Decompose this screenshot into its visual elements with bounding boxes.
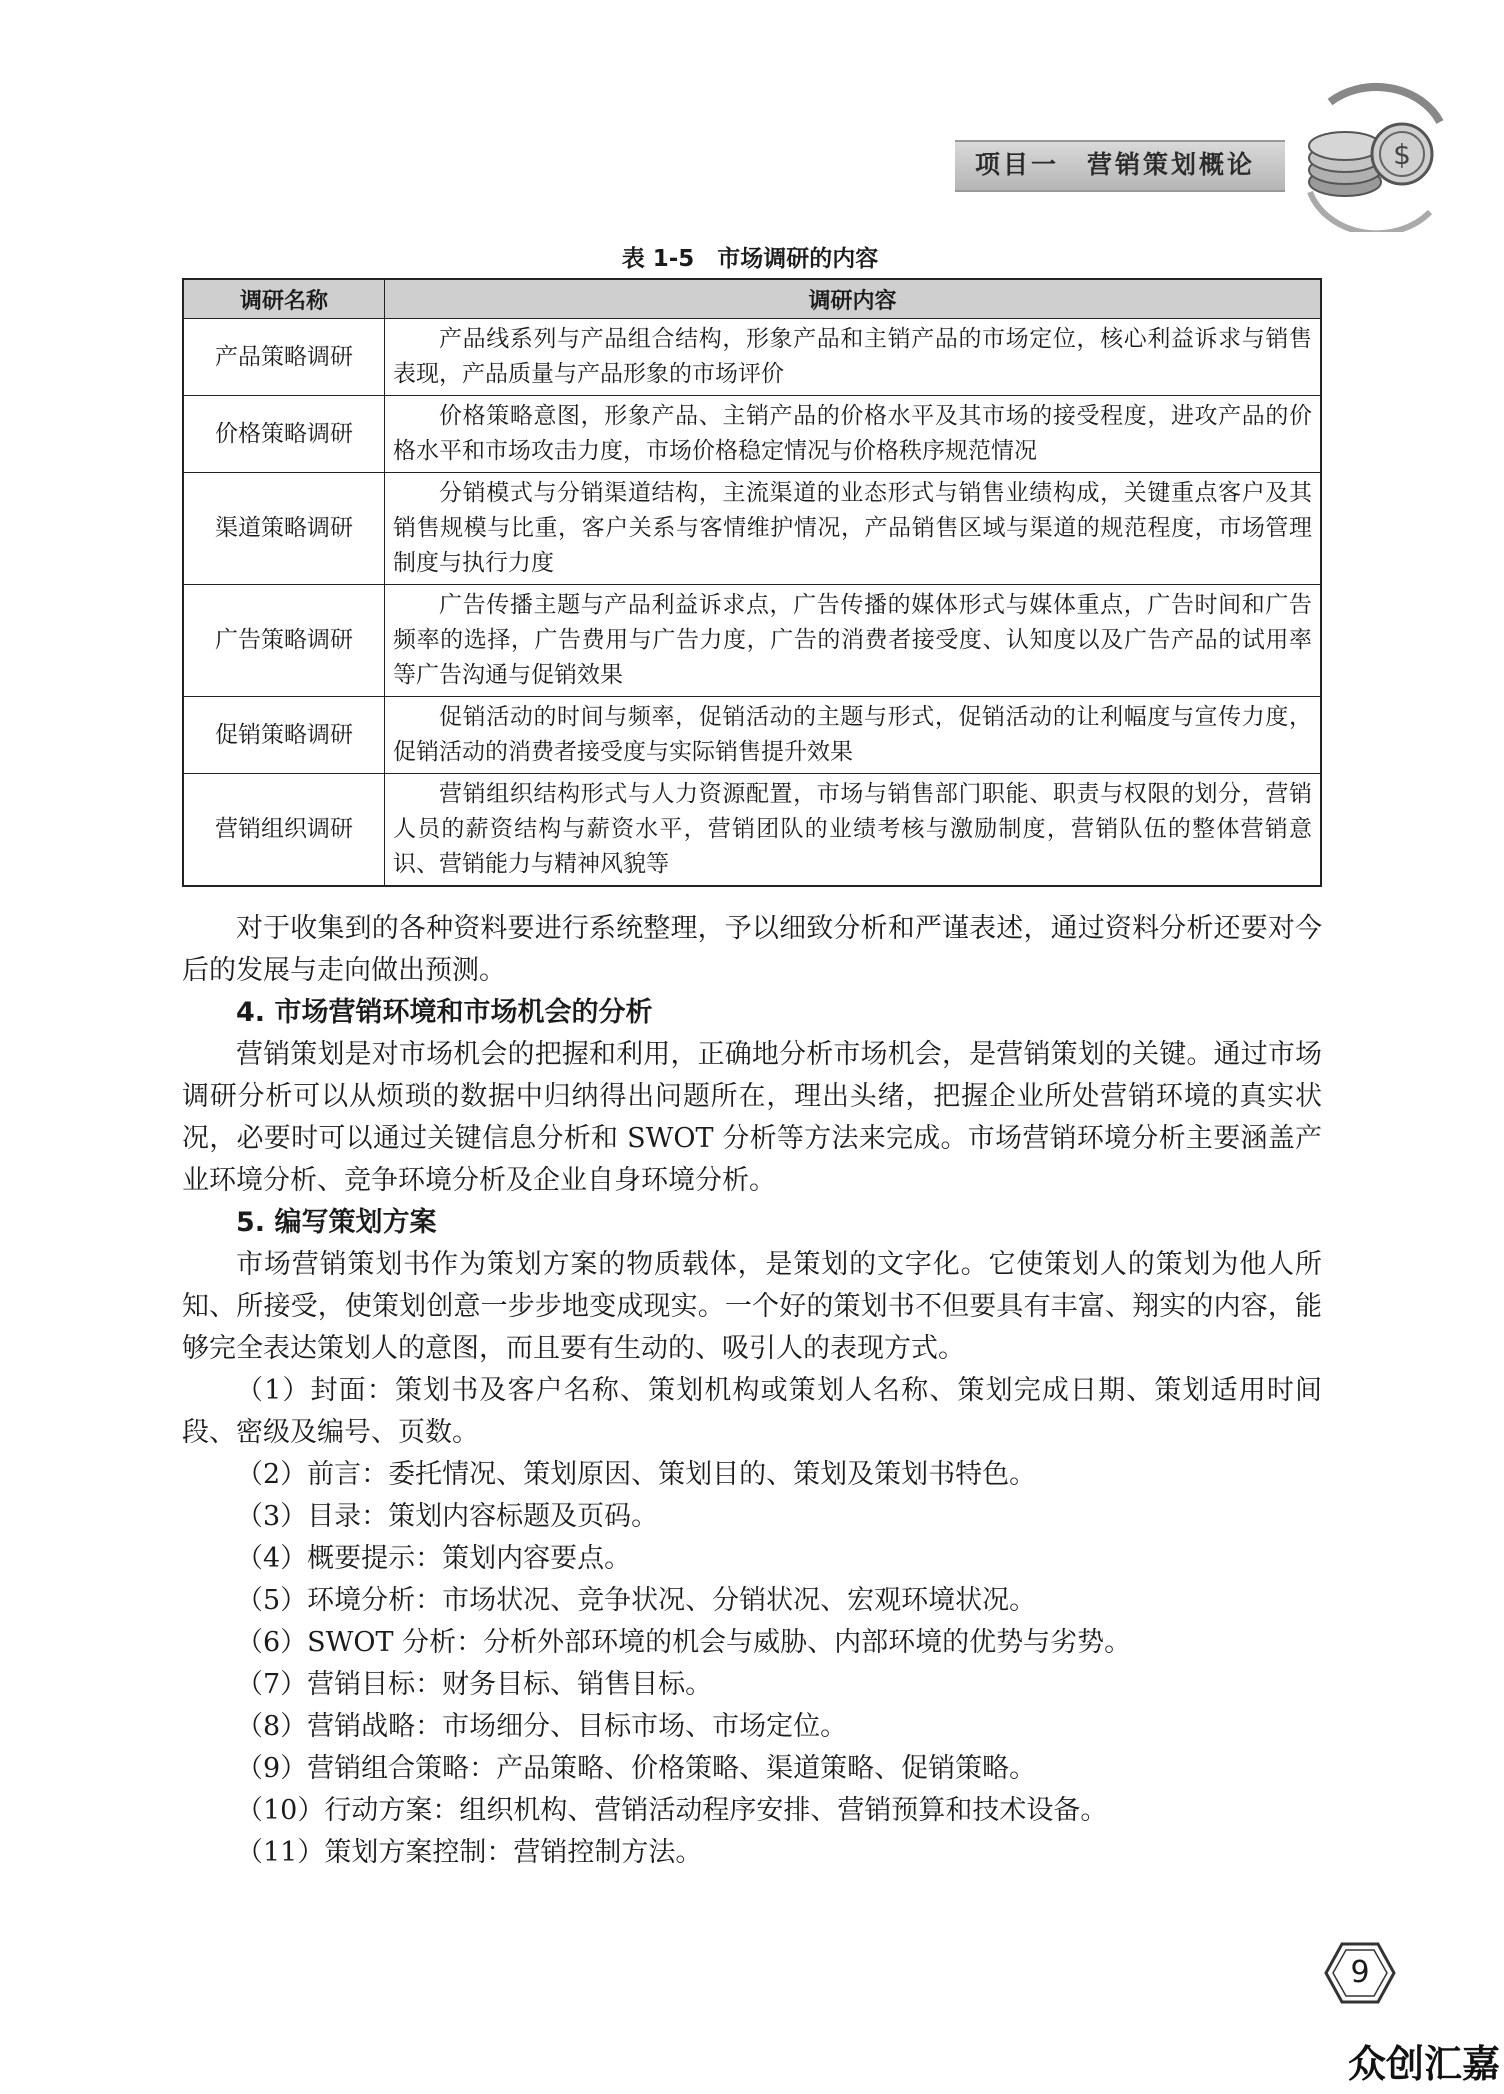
market-research-table (182, 278, 1322, 887)
table-caption: 表 1-5 市场调研的内容 (621, 246, 879, 272)
section-heading-4: 4. 市场营销环境和市场机会的分析 (236, 997, 653, 1028)
row-name: 产品策略调研 (183, 319, 385, 396)
list-item: （9）营销组合策略：产品策略、价格策略、渠道策略、促销策略。 (236, 1753, 1037, 1784)
row-content: 产品线系列与产品组合结构，形象产品和主销产品的市场定位，核心利益诉求与销售表现，产品质量与产品形象的市场评价 (385, 319, 1322, 396)
page-number-badge (1322, 1940, 1398, 2006)
paragraph: 对于收集到的各种资料要进行系统整理，予以细致分析和严谨表述，通过资料分析还要对今后的发展与走向做出预测。 (182, 913, 1322, 986)
table-row (183, 473, 1321, 585)
table-row (183, 697, 1321, 774)
row-content: 价格策略意图，形象产品、主销产品的价格水平及其市场的接受程度，进攻产品的价格水平和市场攻击力度，市场价格稳定情况与价格秩序规范情况 (385, 396, 1322, 473)
column-header-content: 调研内容 (385, 279, 1322, 319)
row-content: 分销模式与分销渠道结构，主流渠道的业态形式与销售业绩构成，关键重点客户及其销售规模与比重，客户关系与客情维护情况，产品销售区域与渠道的规范程度，市场管理制度与执行力度 (385, 473, 1322, 585)
list-item: （8）营销战略：市场细分、目标市场、市场定位。 (236, 1711, 848, 1742)
row-content: 促销活动的时间与频率，促销活动的主题与形式，促销活动的让利幅度与宣传力度，促销活动的消费者接受度与实际销售提升效果 (385, 697, 1322, 774)
list-item: （11）策划方案控制：营销控制方法。 (236, 1837, 703, 1868)
coins-logo-icon (1290, 82, 1450, 232)
list-item: （10）行动方案：组织机构、营销活动程序安排、营销预算和技术设备。 (236, 1795, 1108, 1826)
row-name: 促销策略调研 (183, 697, 385, 774)
paragraph: 市场营销策划书作为策划方案的物质载体，是策划的文字化。它使策划人的策划为他人所知、所接受，使策划创意一步步地变成现实。一个好的策划书不但要具有丰富、翔实的内容，能够完全表达策划人的意图，而且要有生动的、吸引人的表现方式。 (182, 1249, 1322, 1364)
body-text (182, 908, 1322, 1874)
list-item: （4）概要提示：策划内容要点。 (236, 1543, 632, 1574)
section-heading-5: 5. 编写策划方案 (236, 1207, 437, 1238)
table-row (183, 585, 1321, 697)
row-content: 营销组织结构形式与人力资源配置，市场与销售部门职能、职责与权限的划分，营销人员的薪资结构与薪资水平，营销团队的业绩考核与激励制度，营销队伍的整体营销意识、营销能力与精神风貌等 (385, 774, 1322, 887)
list-item: （3）目录：策划内容标题及页码。 (236, 1501, 659, 1532)
row-name: 广告策略调研 (183, 585, 385, 697)
row-content: 广告传播主题与产品利益诉求点，广告传播的媒体形式与媒体重点，广告时间和广告频率的选择，广告费用与广告力度，广告的消费者接受度、认知度以及广告产品的试用率等广告沟通与促销效果 (385, 585, 1322, 697)
svg-text:$: $ (1393, 138, 1411, 171)
table-row (183, 774, 1321, 887)
table-row (183, 319, 1321, 396)
list-item: （1）封面：策划书及客户名称、策划机构或策划人名称、策划完成日期、策划适用时间段、密级及编号、页数。 (182, 1375, 1322, 1448)
paragraph: 营销策划是对市场机会的把握和利用，正确地分析市场机会，是营销策划的关键。通过市场调研分析可以从烦琐的数据中归纳得出问题所在，理出头绪，把握企业所处营销环境的真实状况，必要时可以通过关键信息分析和 SWOT 分析等方法来完成。市场营销环境分析主要涵盖产业环境分析、竞争环境分析及企业自身环境分析。 (182, 1039, 1322, 1196)
row-name: 渠道策略调研 (183, 473, 385, 585)
page-number: 9 (1350, 1955, 1370, 1990)
row-name: 营销组织调研 (183, 774, 385, 887)
table-row (183, 396, 1321, 473)
table-header-row (183, 279, 1321, 319)
list-item: （2）前言：委托情况、策划原因、策划目的、策划及策划书特色。 (236, 1459, 1037, 1490)
list-item: （7）营销目标：财务目标、销售目标。 (236, 1669, 713, 1700)
list-item: （5）环境分析：市场状况、竞争状况、分销状况、宏观环境状况。 (236, 1585, 1037, 1616)
watermark-text: 众创汇嘉 (1347, 2042, 1500, 2086)
column-header-name: 调研名称 (183, 279, 385, 319)
running-header-title: 项目一 营销策划概论 (975, 150, 1256, 179)
list-item: （6）SWOT 分析：分析外部环境的机会与威胁、内部环境的优势与劣势。 (236, 1627, 1132, 1658)
row-name: 价格策略调研 (183, 396, 385, 473)
